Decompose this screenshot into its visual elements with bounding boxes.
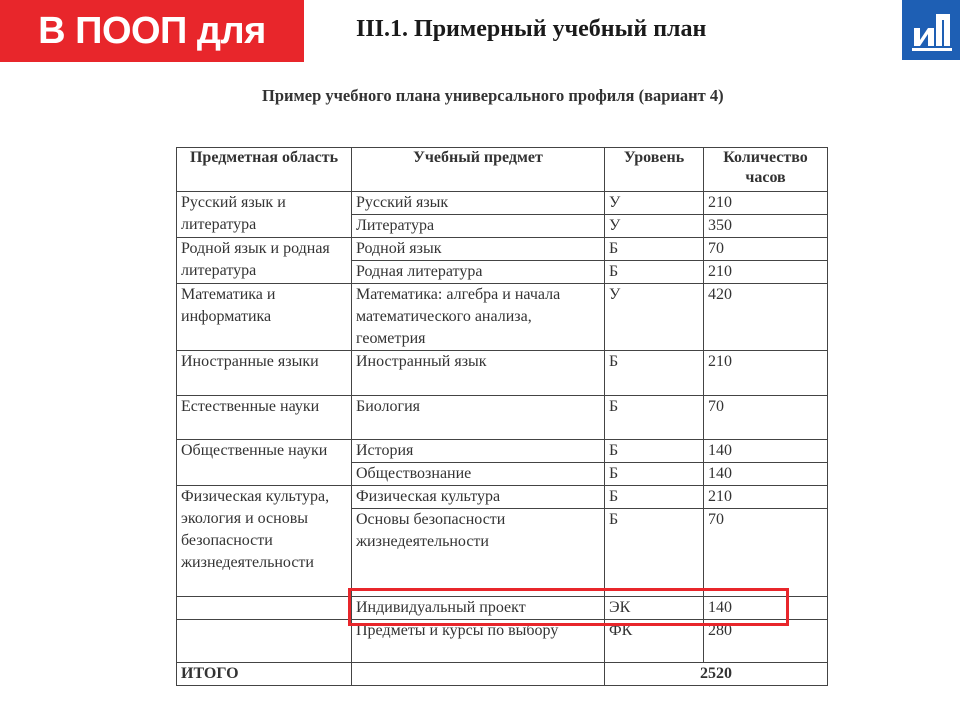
- logo-mark: [902, 0, 960, 60]
- level-cell: ЭК: [605, 597, 704, 620]
- table-row: [177, 238, 828, 261]
- area-cell: Физическая культура, экология и основы безопасности жизнедеятельности: [177, 486, 352, 597]
- hours-cell: 70: [704, 238, 828, 261]
- subject-cell: Физическая культура: [352, 486, 605, 509]
- hours-cell: 140: [704, 440, 828, 463]
- level-cell: Б: [605, 396, 704, 440]
- level-cell: У: [605, 284, 704, 351]
- header-level: Уровень: [605, 148, 704, 192]
- hours-cell: 420: [704, 284, 828, 351]
- subject-cell: Предметы и курсы по выбору: [352, 620, 605, 663]
- hours-cell: 210: [704, 351, 828, 396]
- area-cell: Естественные науки: [177, 396, 352, 440]
- total-label: ИТОГО: [177, 663, 352, 686]
- area-cell: Математика и информатика: [177, 284, 352, 351]
- hours-cell: 210: [704, 486, 828, 509]
- level-cell: У: [605, 215, 704, 238]
- subject-cell: Русский язык: [352, 192, 605, 215]
- header-hours: Количество часов: [704, 148, 828, 192]
- table-row: [177, 284, 828, 351]
- area-cell: Родной язык и родная литература: [177, 238, 352, 284]
- level-cell: Б: [605, 440, 704, 463]
- hours-cell: 350: [704, 215, 828, 238]
- level-cell: Б: [605, 238, 704, 261]
- header-area: Предметная область: [177, 148, 352, 192]
- table-row: [177, 486, 828, 509]
- area-cell: Русский язык и литература: [177, 192, 352, 238]
- hours-cell: 140: [704, 463, 828, 486]
- area-cell: [177, 620, 352, 663]
- total-row: [177, 663, 828, 686]
- section-badge: В ПООП для СОО: [0, 0, 304, 62]
- hours-cell: 210: [704, 192, 828, 215]
- table-row: [177, 351, 828, 396]
- subject-cell: Иностранный язык: [352, 351, 605, 396]
- subject-cell: Биология: [352, 396, 605, 440]
- subject-cell: Математика: алгебра и начала математического анализа, геометрия: [352, 284, 605, 351]
- level-cell: Б: [605, 463, 704, 486]
- highlight-frame: [348, 588, 789, 626]
- level-cell: У: [605, 192, 704, 215]
- table-row: [177, 396, 828, 440]
- table-header-row: [177, 148, 828, 192]
- level-cell: ФК: [605, 620, 704, 663]
- total-hours: 2520: [605, 663, 828, 686]
- level-cell: Б: [605, 261, 704, 284]
- hours-cell: 210: [704, 261, 828, 284]
- subject-cell: Родная литература: [352, 261, 605, 284]
- total-empty-cell: [352, 663, 605, 686]
- hours-cell: 280: [704, 620, 828, 663]
- level-cell: Б: [605, 351, 704, 396]
- subject-cell: Литература: [352, 215, 605, 238]
- area-cell: [177, 597, 352, 620]
- header-subject: Учебный предмет: [352, 148, 605, 192]
- subject-cell: Родной язык: [352, 238, 605, 261]
- subject-cell: Обществознание: [352, 463, 605, 486]
- table-row: [177, 440, 828, 463]
- slide-title: III.1. Примерный учебный план: [356, 16, 707, 42]
- hours-cell: 140: [704, 597, 828, 620]
- table-row: [177, 192, 828, 215]
- subject-cell: Индивидуальный проект: [352, 597, 605, 620]
- subject-cell: Основы безопасности жизнедеятельности: [352, 509, 605, 597]
- hours-cell: 70: [704, 396, 828, 440]
- publisher-logo-icon: [902, 0, 960, 60]
- level-cell: Б: [605, 509, 704, 597]
- area-cell: Общественные науки: [177, 440, 352, 486]
- document-title: Пример учебного плана универсального профиля (вариант 4): [262, 86, 724, 105]
- subject-cell: История: [352, 440, 605, 463]
- level-cell: Б: [605, 486, 704, 509]
- area-cell: Иностранные языки: [177, 351, 352, 396]
- hours-cell: 70: [704, 509, 828, 597]
